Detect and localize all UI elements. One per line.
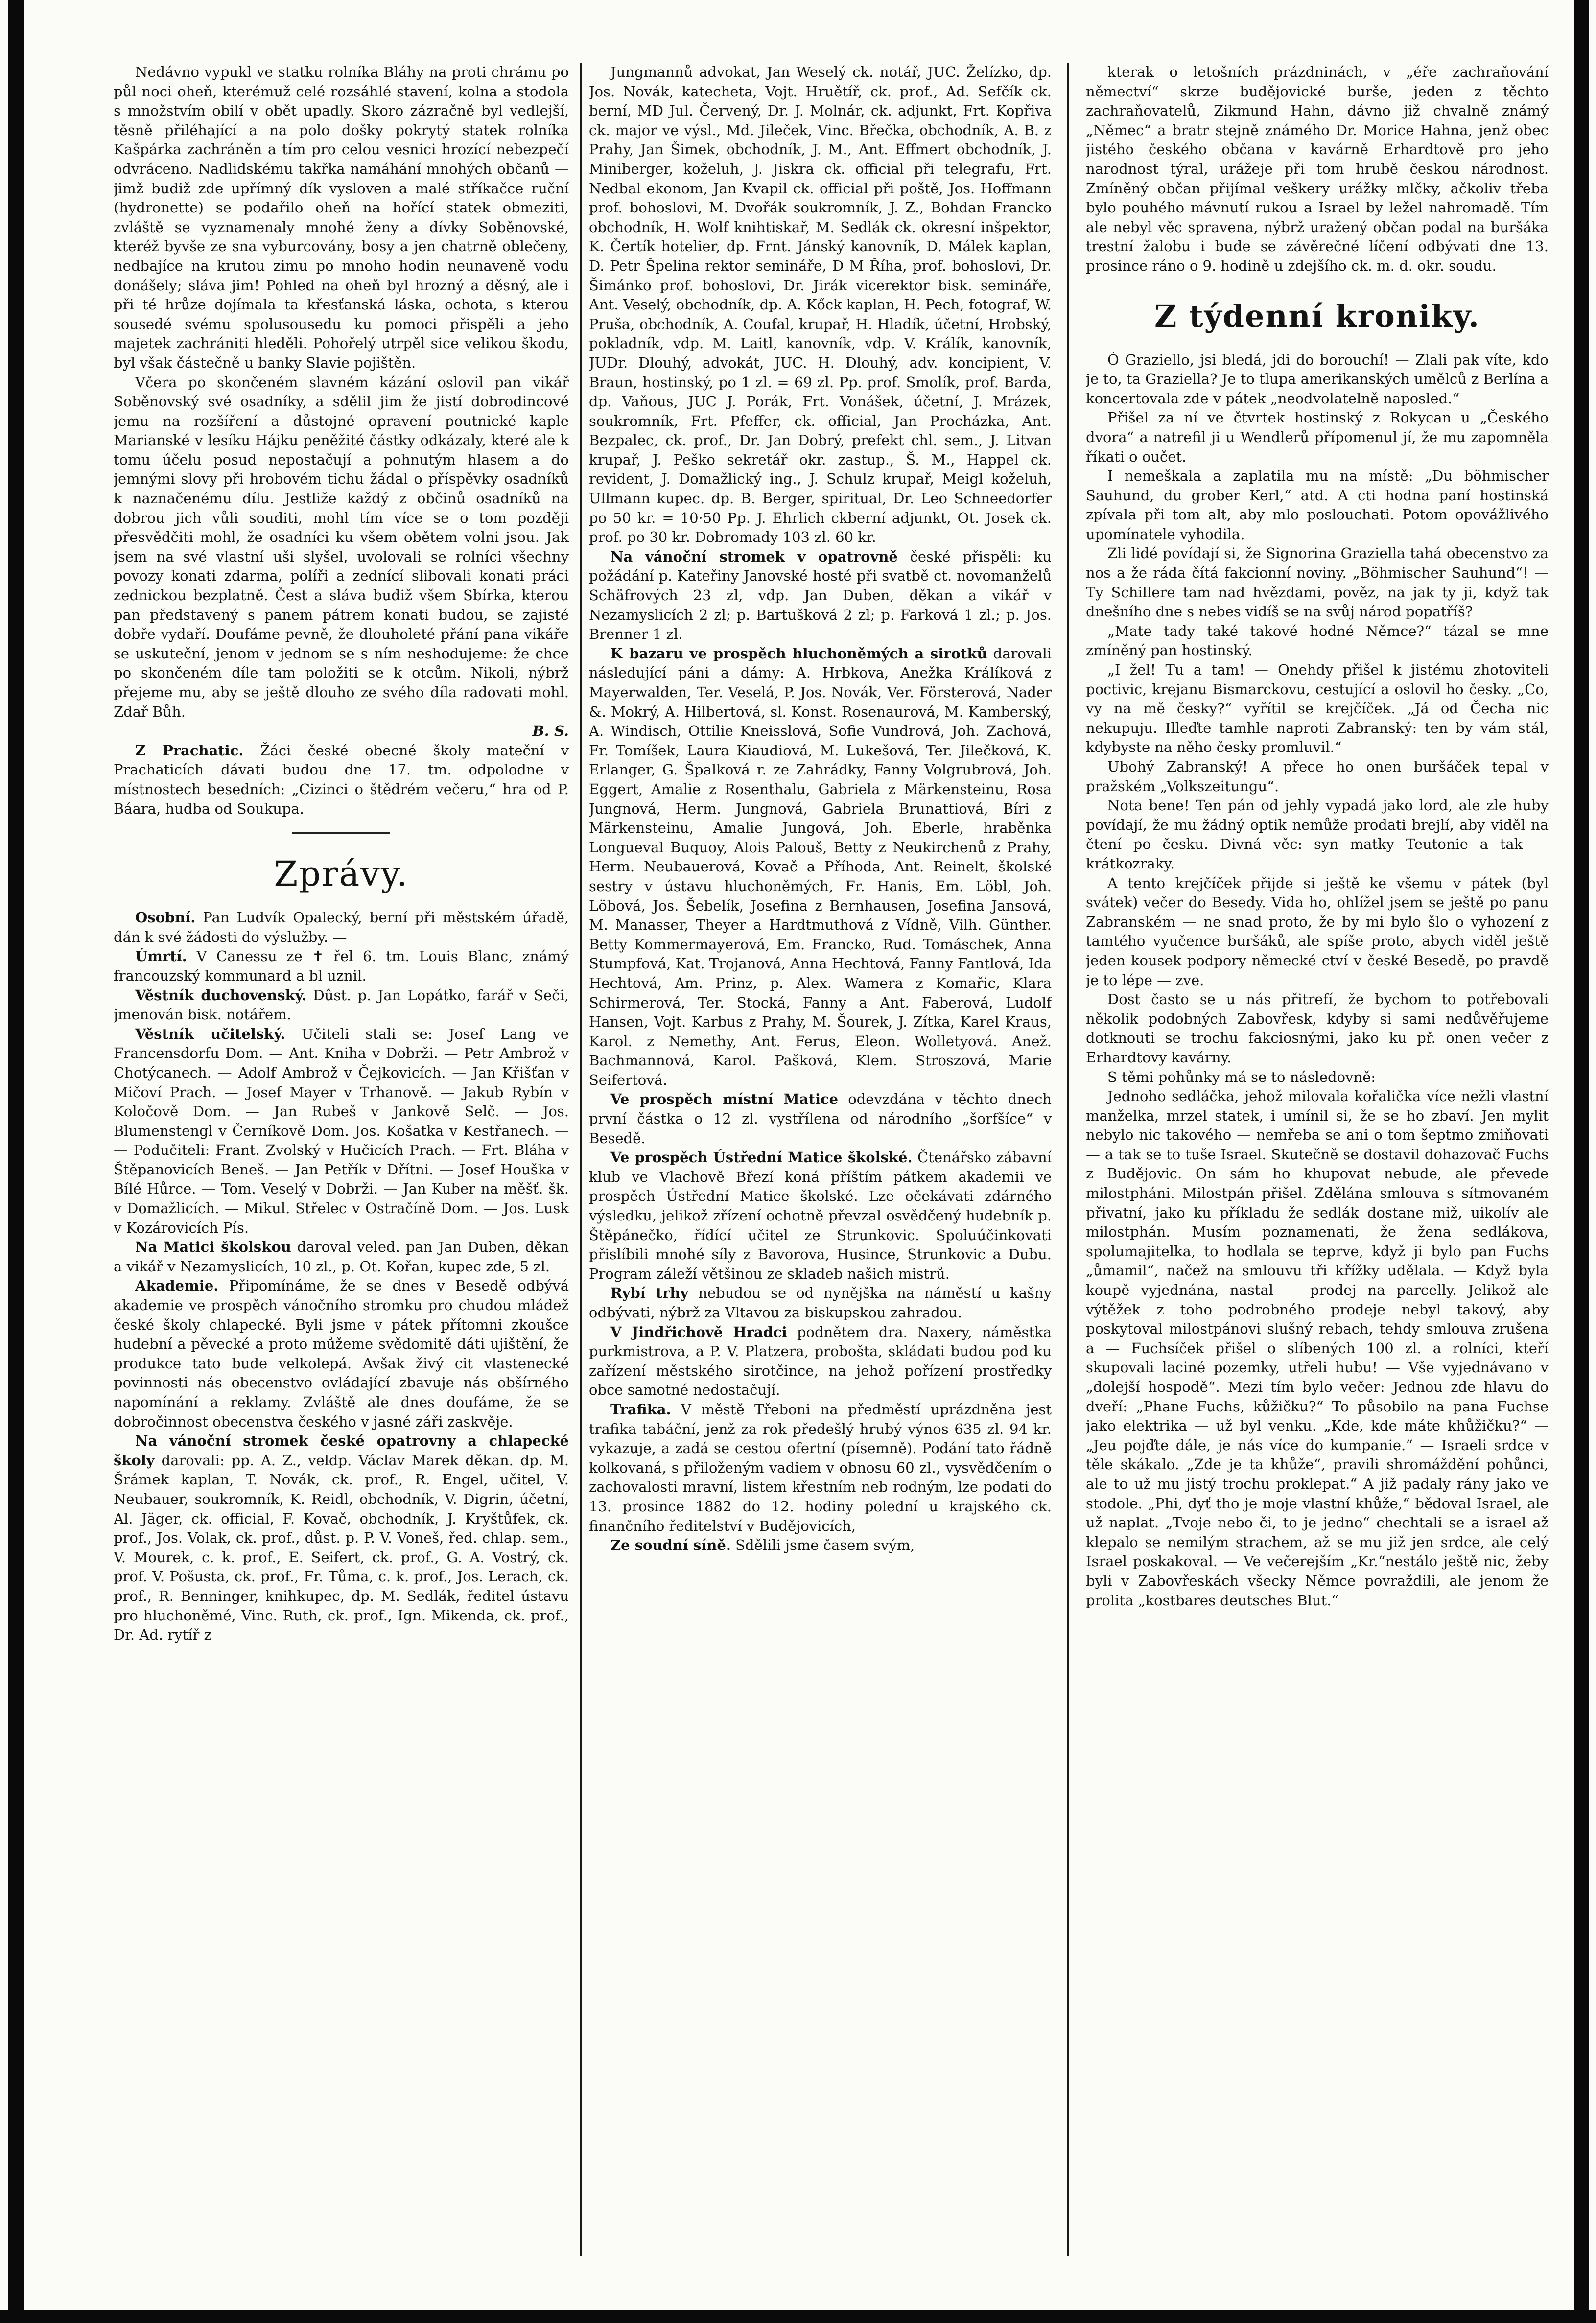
kronika-paragraph: Nota bene! Ten pán od jehly vypadá jako lord, ale zle huby povídají, že mu žádný optik nemůže prodati brejlí, aby viděl na čtení po česku. Divná věc: syn matky Teutonie a tak — krátkozraky.	[1086, 797, 1549, 872]
column-rule	[580, 63, 582, 2256]
kronika-paragraph: Dost často se u nás přitrefí, že bychom to potřebovali několik podobných Zabovřesk, kdyby si sami nedůvěřujeme dotknouti se trochu fakciosnými, jako ku př. onen večer z Erhardtovy kavárny.	[1086, 991, 1549, 1066]
news-mistni-matice: Ve prospěch místní Matice odevzdána v těchto dnech první částka o 12 zl. vystřílena od národního „šorfšíce“ v Besedě.	[589, 1091, 1052, 1147]
kronika-paragraph: I nemeškala a zaplatila mu na místě: „Du böhmischer Sauhund, du grober Kerl,“ atd. A cti hodna paní hostinská zpívala při tom alt, aby mlo poslouchati. Potom opovážlivého upomínatele vyhodila.	[1086, 468, 1549, 542]
donor-list: Jungmannů advokat, Jan Weselý ck. notář, JUC. Želízko, dp. Jos. Novák, katecheta, Vojt. Hruětíř, ck. prof., Ad. Sefčík ck. berní, MD Jul. Červený, Dr. J. Molnár, ck. adjunkt, Frt. Kopřiva ck. major ve výsl., Md. Jileček, Vinc. Břečka, obchodník, A. B. z Prahy, Jan Šimek, obchodník, J. M., Ant. Effmert obchodník, J. Miniberger, koželuh, J. Jiskra ck. official při telegrafu, Frt. Nedbal ekonom, Jan Kvapil ck. official při poště, Jos. Hoffmann prof. bohoslovi, M. Dvořák soukromník, J. Z., Bohdan Francko obchodník, H. Wolf knihtiskař, M. Sedlák ck. okresní inšpektor, K. Čertík hotelier, dp. Frnt. Jánský kanovník, D. Málek kaplan, D. Petr Špelina rektor semináře, D M Říha, prof. bohoslovi, Dr. Šimánko prof. bohoslovi, Dr. Jirák vicerektor bisk. semináře, Ant. Veselý, obchodník, dp. A. Kőck kaplan, H. Pech, fotograf, W. Pruša, obchodník, A. Coufal, krupař, H. Hladík, účetní, Hrobský, pokladník, vdp. M. Laitl, kanovník, vdp. V. Králík, kanovník, JUDr. Dlouhý, advokát, JUC. H. Dlouhý, adv. koncipient, V. Braun, hostinský, po 1 zl. = 69 zl. Pp. prof. Smolík, prof. Barda, dp. Vaňous, JUC J. Porák, Frt. Vonášek, účetní, J. Mrázek, soukromník, Frt. Pfeffer, ck. official, Jan Procházka, Ant. Bezpalec, ck. prof., Dr. Jan Dobrý, prefekt chl. sem., J. Litvan krupař, J. Peško sekretář okr. zastup., Š. M., Happel ck. revident, J. Domažlický ing., J. Schulz krupař, Meigl koželuh, Ullmann kupec. dp. B. Berger, spiritual, Dr. Leo Schneedorfer po 50 kr. = 10·50 Pp. J. Ehrlich ckberní adjunkt, Ot. Josek ck. prof. po 30 kr. Dobromady 103 zl. 60 kr.	[589, 64, 1052, 546]
news-akademie: Akademie. Připomínáme, že se dnes v Besedě odbývá akademie ve prospěch vánočního stromku pro chudou mládež české školy chlapecké. Byli jsme v pátek přítomni zkoušce hudební a pěvecké a proto můžeme svědomitě dáti ujištění, že produkce tato bude velkolepá. Avšak živý cit vlastenecké povinnosti nás obecenstvo ovládající zbavuje nás obšírného napomínání a reklamy. Zvláště ale dnes doufáme, že se dobročinnost obecenstva českého v jasné záři zaskvěje.	[114, 1277, 569, 1430]
kronika-paragraph: Zli lidé povídají si, že Signorina Graziella tahá obecenstvo za nos a že ráda čítá fakcionní noviny. „Böhmischer Sauhund“! — Ty Schillere tam nad hvězdami, pověz, na jak ty ji, když tak dnešního dne s nebes vidíš se na svůj národ popatříš?	[1086, 545, 1549, 620]
news-rybi-trhy: Rybí trhy nebudou se od nynějška na náměstí u kašny odbývati, nýbrž za Vltavou za biskupskou zahradou.	[589, 1285, 1052, 1321]
scan-border-right	[1574, 0, 1589, 2323]
column-3	[1086, 63, 1549, 2295]
article-chapel: Včera po skončeném slavném kázání oslovil pan vikář Soběnovský své osadníky, a sdělil jim že jistí dobrodincové jemu na rozšíření a důstojné opravení poutnické kaple Marianské v lesíku Hájku peněžité částky odkázaly, které ale k tomu účelu posud nepostačují a pohnutým hlasem a do jemnými slovy při hrobovém tichu žádal o příspěvky osadníků k naznačenému dílu. Jestliže každý z občinů osadníků na dobrou jich vůli souditi, mohl tím více se o tom později přesvědčiti mohl, že osadníci ku všem obětem volni jsou. Jak jsem na své vlastní uši slyšel, uvolovali se rolníci všechny povozy konati zdarma, políři a zednící slibovali konati práci zednickou bezplatně. Čest a sláva budiž všem Sbírka, kterou pan představený s panem pátrem konati budou, se zajisté dobře vydaří. Doufáme pevně, že dlouholeté přání pana vikáře se uskuteční, jenom v jednom se s ním neshodujeme: že chce po skončeném díle tam položiti se k otcům. Nikoli, nýbrž přejeme mu, aby se ještě dlouho ze svého díla radovati mohl. Zdař Bůh.	[114, 374, 569, 720]
column-1	[114, 63, 569, 2295]
kronika-paragraph: „Mate tady také takové hodné Němce?“ tázal se mne zmíněný pan hostinský.	[1086, 622, 1549, 659]
kronika-paragraph: Jednoho sedláčka, jehož milovala kořalička více nežli vlastní manželka, mrzel statek, i umínil si, že se ho zbaví. Jen mylit nebylo nic takového — nemřeba se ani o tom šeptmo zmiňovati — a tak se to tuše Israel. Skutečně se dostavil dohazovač Fuchs z Budějovic. On sám ho khupovat nebude, ale převede milostpháni. Milostpán přišel. Zdělána smlouva s sítmovaném přivatní, jako ku příkladu že sedlák dostane miž, uikolív ale milostphán. Musím poznamenati, že žena sedlákova, spolumajitelka, to hodlala se teprve, když ji bylo pan Fuchs „ůmamil“, načež na smlouvu tři křížky udělala. — Když byla koupě vyjednána, nastal — prodej na parcelly. Jelikož ale výtěžek z toho podrobného prodeje nebyl takový, aby poskytoval milostpánovi slušný rebach, tehdy smlouva zrušena a — Fuchsíček přišel o slíbených 100 zl. a rolníci, kteří skupovali laciné pozemky, utřeli hubu! — Vše vyjednávano v „dolejší hospodě“. Mezi tím bylo večer: Jednou zde hlavu do dveří: „Phane Fuchs, kůžičku?“ To působilo na pana Fuchse jako elektrika — už byl venku. „Kde, kde máte khůžičku?“ — „Jeu pojďte dále, je nás více do kumpanie.“ — Israeli srdce v těle skákalo. „Zde je ta khůže“, pravili shromáždění pohůnci, ale to už mu jistý trochu proklepat.“ A již padaly rány jako ve stodole. „Phi, dyť tho je moje vlastní khůže,“ bědoval Israel, ale už naplat. „Tvoje nebo či, to je jedno“ chechtali se a israel až klepalo se nemilým strachem, až se mu již jen srdce, ale celý Israel poskakoval. — Ve večerejším „Kr.“nestálo ještě nic, žeby byli v Zabovřeskách všecky Němce povraždili, ale jenom že prolita „kostbares deutsches Blut.“	[1086, 1088, 1549, 1609]
news-vestnik-duchovensky: Věstník duchovenský. Dûst. p. Jan Lopátko, farář v Seči, jmenován bisk. notářem.	[114, 986, 569, 1023]
news-osobni: Osobní. Pan Ludvík Opalecký, berní při městském úřadě, dán k své žádosti do výslužby. —	[114, 909, 569, 945]
news-jindrichuv-hradec: V Jindřichově Hradci podnětem dra. Naxery, náměstka purkmistrova, a P. V. Platzera, probošta, skládati budou pod ku zařízení městského sirotčince, na jehož pořízení prostředky obce samotné nedostačují.	[589, 1323, 1052, 1399]
news-stromek-opatrovna: Na vánoční stromek v opatrovně české přispěli: ku požádání p. Kateřiny Janovské hosté při svatbě ct. novomanželů Schäfrových 23 zl, vdp. Jan Duben, děkan a vikář v Nezamyslicích 2 zl; p. Bartušková 2 zl; p. Farková 1 zl.; p. Jos. Brenner 1 zl.	[589, 548, 1052, 643]
news-soudni-sin: Ze soudní síně. Sdělili jsme časem svým,	[610, 1537, 915, 1554]
section-title-zpravy: Zprávy.	[274, 854, 409, 894]
article-court-continued: kterak o letošních prázdninách, v „éře zachraňování němectví“ skrze budějovické burše, jeden z těchto zachraňovatelů, Zikmund Hahn, dávno již chvalně známý „Němec“ a bratr stejně známého Dr. Morice Hahna, jenž obec jistého českého občana v kavárně Erhardtově pro jeho narodnost týral, urážeje při tom hrubě českou národnost. Zmíněný občan přijímal veškery urážky mlčky, ačkoliv třeba bylo pouhého mávnutí rukou a Israel by ležel nahromadě. Tím ale nebyl věc spravena, nýbrž uražený občan podal na buršáka trestní žalobu i bude se závěrečné líčení odbývati dne 13. prosince ráno o 9. hodině u zdejšího ck. m. d. okr. soudu.	[1086, 64, 1549, 274]
news-bazar: K bazaru ve prospěch hluchoněmých a sirotků darovali následující páni a dámy: A. Hrbkova, Anežka Králíková z Mayerwalden, Ter. Veselá, P. Jos. Novák, Ver. Försterová, Nader &. Mokrý, A. Hilbertová, sl. Konst. Rosenaurová, M. Kamberský, A. Windisch, Ottilie Kneisslová, Sofie Vundrová, Joh. Zachová, Fr. Tomíšek, Laura Kiaudiová, M. Lukešová, Ter. Jilečková, K. Erlanger, G. Špalková r. ze Zahrádky, Fanny Volgrubrová, Joh. Eggert, Amalie z Rosenthalu, Gabriela z Märkensteinu, Rosa Jungnová, Herm. Jungnová, Gabriela Brunattiová, Bíri z Märkensteinu, Amalie Jungová, Joh. Eberle, hraběnka Longueval Buquoy, Alois Palouš, Betty z Neukirchenů z Prahy, Herm. Neubauerová, Kovač a Příhoda, Ant. Reinelt, školské sestry v ústavu hluchoněmých, Fr. Hanis, Em. Löbl, Joh. Löbová, Jos. Šebelík, Josefina z Bernhausen, Josefina Jansová, M. Manasser, Theyer a Hardtmuthová z Vídně, Vilh. Günther. Betty Kommermayerová, Em. Francko, Rud. Tomáschek, Anna Stumpfová, Kat. Trojanová, Anna Hechtová, Fanny Fantlová, Ida Hechtová, Am. Prinz, p. Alex. Wamera z Komařic, Klara Schirmerová, Ter. Stocká, Fanny a Ant. Faberová, Ludolf Hansen, Vojt. Karbus z Prahy, M. Šourek, J. Zítka, Karel Kraus, Karol. z Nemethy, Ant. Ferus, Eleon. Wolletyová. Anež. Bachmannová, Karol. Pašková, Klem. Stroszová, Marie Seifertová.	[589, 645, 1052, 1088]
news-vestnik-ucitelsky: Věstník učitelský. Učiteli stali se: Josef Lang ve Francensdorfu Dom. — Ant. Kniha v Dobrži. — Petr Ambrož v Chotýcanech. — Adolf Ambrož v Čejkovicích. — Jan Křišťan v Mičoví Prach. — Josef Mayer v Trhanově. — Jakub Rybín v Koločově Dom. — Jan Rubeš v Jankově Selč. — Jos. Blumenstengl v Černíkově Dom. Jos. Košatka v Kestřanech. — — Podučiteli: Frant. Zvolský v Hučicích Prach. — Frt. Bláha v Štěpanovicích Beneš. — Jan Petřík v Dřítni. — Josef Houška v Bílé Hůrce. — Tom. Veselý v Dobrži. — Jan Kuber na měšť. šk. v Domažlicích. — Mikul. Střelec v Ostračíně Dom. — Jos. Lusk v Kozárovicích Pís.	[114, 1025, 569, 1236]
article-prachatice: Z Prachatic. Žáci české obecné školy mateční v Prachaticích dávati budou dne 17. tm. odpolodne v místnostech besedních: „Cizinci o štědrém večeru,“ hra od P. Báara, hudba od Soukupa.	[114, 742, 569, 817]
kronika-paragraph: Přišel za ní ve čtvrtek hostinský z Rokycan u „Českého dvora“ a natrefil ji u Wendlerů přípomenul jí, že mu zapomněla říkati o oučet.	[1086, 409, 1549, 465]
signature: B. S.	[532, 723, 569, 740]
column-rule	[1067, 63, 1069, 2256]
kronika-paragraph: „I žel! Tu a tam! — Onehdy přišel k jistému zhotoviteli poctivic, krejanu Bismarckovu, cestující a oslovil ho česky. „Co, vy na mě česky?“ vyřítil se krejčíček. „Já od Čecha nic nekupuju. Illeďte tamhle naproti Zabranský: ten by vám stál, kdybyste na něho česky promluvil.“	[1086, 661, 1549, 756]
news-matice: Na Matici školskou daroval veled. pan Jan Duben, děkan a vikář v Nezamyslicích, 10 zl., p. Ot. Kořan, kupec zde, 5 zl.	[114, 1239, 569, 1275]
kronika-paragraph: Ubohý Zabranský! A přece ho onen buršáček tepal v pražském „Volkszeitungu“.	[1086, 758, 1549, 795]
kronika-paragraph: S těmi pohůnky má se to následovně:	[1107, 1068, 1376, 1085]
scan-border-bottom	[0, 2310, 1596, 2323]
news-trafika: Trafika. V městě Třeboni na předměstí uprázdněna jest trafika tabáční, jenž za rok předešlý hrubý výnos 635 zl. 94 kr. vykazuje, a zadá se cestou ofertní (písemně). Podání tato řádně kolkovaná, s přiloženým vadiem v obnosu 60 zl., vysvědčením o zachovalosti mravní, listem křestním neb rodným, lze podati do 13. prosince 1882 do 12. hodiny polední u krajského ck. finančního ředitelství v Budějovicích,	[589, 1401, 1052, 1534]
scan-border-left	[8, 0, 24, 2323]
news-ustredni-matice: Ve prospěch Ústřední Matice školské. Čtenářsko zábavní klub ve Vlachově Březí koná příštím pátkem akademii ve prospěch Ústřední Matice školské. Lze očekávati zdárného výsledku, jelikož zřízení ochotně převzal osvědčený hudebník p. Štěpánečko, řídící učitel ze Strunkovic. Spoluúčinkovati přislíbili mnohé síly z Bavorova, Husince, Strunkovic a Dubu. Program záleží většinou ze skladeb našich mistrů.	[589, 1149, 1052, 1282]
section-title-kronika: Z týdenní kroniky.	[1154, 298, 1480, 334]
kronika-paragraph: A tento krejčíček přijde si ještě ke všemu v pátek (byl svátek) večer do Besedy. Vida ho, ohlížel jsem se ještě po panu Zabranském — ne snad proto, že by mi bylo šlo o vyhození z tamtého vyučence buršáků, ale spíše proto, abych viděl ještě jeden kousek podpory německé ctví v české Besedě, po pravdě je to lépe — zve.	[1086, 874, 1549, 988]
kronika-paragraph: Ó Graziello, jsi bledá, jdi do borouchí! — Zlali pak víte, kdo je to, ta Graziella? Je to tlupa amerikanských umělců z Berlína a koncertovala zde v pátek „neodvolatelně naposled.“	[1086, 351, 1549, 407]
column-2	[589, 63, 1052, 2295]
news-umrti: Úmrtí. V Canessu ze ✝ řel 6. tm. Louis Blanc, známý francouzský kommunard a bl uznil.	[114, 948, 569, 984]
news-stromek: Na vánoční stromek české opatrovny a chlapecké školy darovali: pp. A. Z., veldp. Václav Marek děkan. dp. M. Šrámek kaplan, T. Novák, ck. prof., R. Engel, učitel, V. Neubauer, soukromník, K. Reidl, obchodník, V. Digrin, účetní, Al. Jäger, ck. official, F. Kovač, obchodník, J. Kryštůfek, ck. prof., Jos. Volak, ck. prof., důst. p. P. V. Voneš, řed. chlap. sem., V. Mourek, c. k. prof., E. Seifert, ck. prof., G. A. Vostrý, ck. prof. V. Pošusta, ck. prof., Fr. Tůma, c. k. prof., Jos. Lerach, ck. prof., R. Benninger, knihkupec, dp. M. Sedlák, ředitel ústavu pro hluchoněmé, Vinc. Ruth, ck. prof., Ign. Mikenda, ck. prof., Dr. Ad. rytíř z	[114, 1432, 569, 1643]
divider	[292, 832, 390, 834]
article-fire: Nedávno vypukl ve statku rolníka Bláhy na proti chrámu po půl noci oheň, kterémuž celé rozsáhlé stavení, kolna a stodola s množstvím obilí v obět upadly. Skoro zázračně byl vedlejší, těsně přiléhající a na polo došky pokrytý statek rolníka Kašpárka zachráněn a tím pro celou vesnici hrozící nebezpečí odvráceno. Nadlidskému takřka namáhání mnohých občanů — jimž budiž zde upřímný dík vysloven a malé stříkačce ruční (hydronette) se podařilo oheň na hořící statek obmeziti, zvláště se vyznamenaly mnohé ženy a dívky Soběnovské, kteréž byvše ze sna vyburcovány, bosy a jen chatrně oblečeny, nedbajíce na krutou zimu po mnoho hodin neunaveně vodu donášely; sláva jim! Pohled na oheň byl hrozný a děsný, ale i při té hrůze dojímala ta křesťanská láska, ochota, s kterou sousedé svému spolusousedu ku pomoci přispěli a jeho majetek zachrániti hleděli. Pohořelý utrpěl sice velikou škodu, byl však částečně u banky Slavie pojištěn.	[114, 64, 569, 371]
